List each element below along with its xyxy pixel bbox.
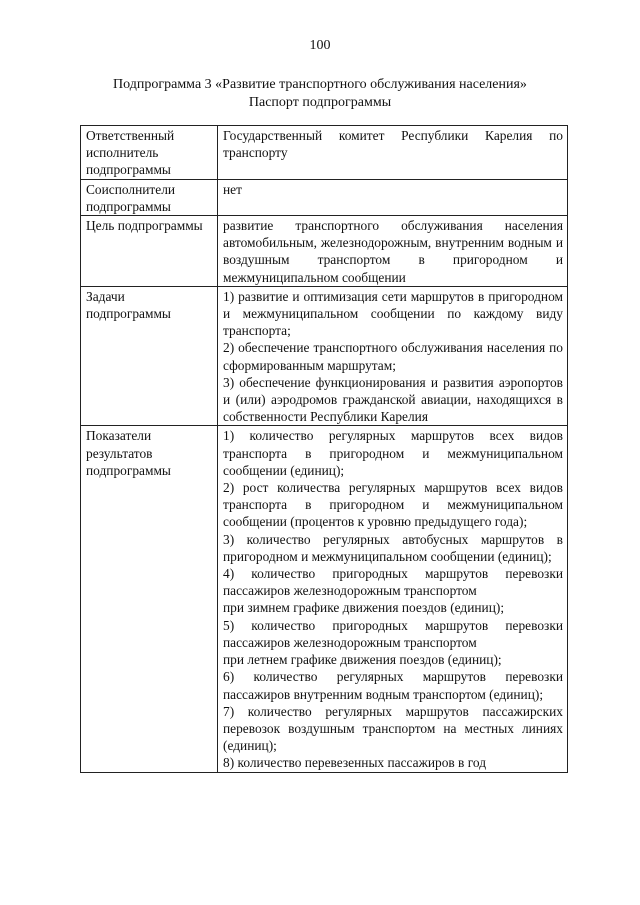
row-label: Соисполнители подпрограммы: [81, 179, 218, 215]
row-label: Цель подпрограммы: [81, 216, 218, 287]
row-value: [218, 286, 568, 426]
value-paragraph: 5) количество пригородных маршрутов перевозки пассажиров железнодорожным транспортом: [223, 617, 563, 650]
value-paragraph: при зимнем графике движения поездов (единиц);: [223, 600, 505, 616]
value-paragraph: 4) количество пригородных маршрутов перевозки пассажиров железнодорожным транспортом: [223, 566, 563, 599]
passport-row: [81, 286, 568, 426]
subprogram-passport-table: [80, 125, 568, 773]
value-paragraph: 3) количество регулярных автобусных маршрутов в пригородном и межмуниципальном сообщении (единиц);: [223, 531, 563, 564]
row-value: [218, 179, 568, 215]
page-number: 100: [309, 38, 331, 53]
row-value: [218, 126, 568, 180]
value-paragraph: 6) количество регулярных маршрутов перевозки пассажиров внутренним водным транспортом (единиц);: [223, 669, 563, 702]
passport-row: [81, 216, 568, 287]
document-title: [0, 76, 640, 112]
value-paragraph: 1) количество регулярных маршрутов всех видов транспорта в пригородном и межмуниципальном сообщении (единиц);: [223, 428, 563, 478]
row-label: Задачи подпрограммы: [81, 286, 218, 426]
passport-row: [81, 179, 568, 215]
subprogram-title: Подпрограмма 3 «Развитие транспортного обслуживания населения»: [113, 77, 527, 92]
value-paragraph: 8) количество перевезенных пассажиров в год: [223, 755, 487, 771]
value-paragraph: Государственный комитет Республики Карелия по транспорту: [223, 128, 563, 161]
value-paragraph: 3) обеспечение функционирования и развития аэропортов и (или) аэродромов гражданской авиации, находящихся в собственности Республики Карелия: [223, 374, 563, 425]
value-paragraph: 2) рост количества регулярных маршрутов всех видов транспорта в пригородном и межмуниципальном сообщении (процентов к уровню предыдущего года);: [223, 480, 563, 530]
row-value: [218, 426, 568, 772]
passport-table-body: [81, 126, 568, 773]
value-paragraph: 7) количество регулярных маршрутов пассажирских перевозок воздушным транспортом на местных линиях (единиц);: [223, 703, 563, 754]
passport-heading: Паспорт подпрограммы: [248, 95, 392, 110]
passport-row: [81, 126, 568, 180]
row-value: [218, 216, 568, 287]
value-paragraph: 1) развитие и оптимизация сети маршрутов в пригородном и межмуниципальном сообщении по каждому виду транспорта;: [223, 288, 563, 339]
value-paragraph: нет: [223, 181, 242, 197]
value-paragraph: при летнем графике движения поездов (единиц);: [223, 652, 502, 668]
row-label: Показатели результатов подпрограммы: [81, 426, 218, 772]
row-label: Ответственный исполнитель подпрограммы: [81, 126, 218, 180]
value-paragraph: развитие транспортного обслуживания населения автомобильным, железнодорожным, внутренним водным и воздушным транспортом в пригородном и межмуниципальном сообщении: [223, 218, 563, 285]
value-paragraph: 2) обеспечение транспортного обслуживания населения по сформированным маршрутам;: [223, 340, 563, 373]
passport-row: [81, 426, 568, 772]
